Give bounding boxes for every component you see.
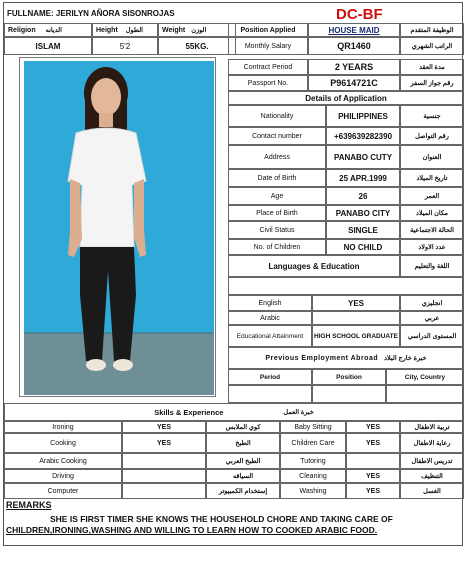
skills-title-row — [4, 403, 464, 421]
religion-header — [4, 23, 92, 37]
age-label: Age — [228, 187, 326, 205]
civil-status-label-ar: الحالة الاجتماعية — [400, 221, 464, 239]
civil-status-value: SINGLE — [326, 221, 400, 239]
skill-computer-value — [122, 483, 206, 499]
skill-ironing-ar: كوي الملابس — [206, 421, 280, 433]
address-label-ar: العنوان — [400, 145, 464, 169]
skill-computer-ar: إستخدام الكمبيوتر — [206, 483, 280, 499]
skill-cooking-label: Cooking — [4, 433, 122, 453]
education-label: Educational Attainment — [228, 325, 312, 347]
skill-arabic-cooking-ar: الطبخ العربي — [206, 453, 280, 469]
skill-tutoring-ar: تدريس الاطفال — [400, 453, 464, 469]
children-label-ar: عدد الاولاد — [400, 239, 464, 255]
english-label-ar: انجليزي — [400, 295, 464, 311]
salary-label: Monthly Salary — [228, 37, 308, 55]
nationality-value: PHILIPPINES — [326, 105, 400, 127]
skill-cleaning-label: Cleaning — [280, 469, 346, 483]
employment-empty-cell — [228, 385, 312, 403]
languages-title: Languages & Education — [228, 255, 400, 277]
remarks-title: REMARKS — [6, 500, 52, 510]
contact-label: Contact number — [228, 127, 326, 145]
skill-tutoring-label: Tutoring — [280, 453, 346, 469]
details-title: Details of Application — [228, 91, 464, 105]
skill-cooking-value: YES — [122, 433, 206, 453]
religion-value: ISLAM — [4, 37, 92, 55]
passport-label-ar: رقم جواز السفر — [400, 75, 464, 91]
arabic-label-ar: عربي — [400, 311, 464, 325]
languages-spacer-row — [228, 277, 464, 295]
nationality-label: Nationality — [228, 105, 326, 127]
contract-value: 2 YEARS — [308, 59, 400, 75]
fullname-row — [4, 3, 236, 23]
remarks-line-2: CHILDREN,IRONING,WASHING AND WILLING TO LEARN HOW TO COOKED ARABIC FOOD. — [6, 525, 378, 535]
skill-arabic-cooking-label: Arabic Cooking — [4, 453, 122, 469]
civil-status-label: Civil Status — [228, 221, 326, 239]
salary-value: QR1460 — [308, 37, 400, 55]
birthplace-label: Place of Birth — [228, 205, 326, 221]
skill-children-care-ar: رعاية الاطفال — [400, 433, 464, 453]
skill-driving-value — [122, 469, 206, 483]
children-value: NO CHILD — [326, 239, 400, 255]
skill-children-care-value: YES — [346, 433, 400, 453]
skills-title: Skills & Experience — [154, 407, 224, 417]
weight-label-ar: الوزن — [191, 27, 207, 34]
remarks-line-1: SHE IS FIRST TIMER SHE KNOWS THE HOUSEHOLD CHORE AND TAKING CARE OF — [50, 514, 393, 524]
employment-col-city: City, Country — [386, 369, 464, 385]
children-label: No. of Children — [228, 239, 326, 255]
skill-arabic-cooking-value — [122, 453, 206, 469]
english-label: English — [228, 295, 312, 311]
position-label-ar: الوظيفة المتقدم — [400, 23, 464, 37]
salary-label-ar: الراتب الشهري — [400, 37, 464, 55]
applicant-photo — [24, 61, 214, 395]
nationality-label-ar: جنسية — [400, 105, 464, 127]
employment-empty-cell — [312, 385, 386, 403]
passport-label: Passport No. — [228, 75, 308, 91]
position-label: Position Applied — [228, 23, 308, 37]
skill-washing-ar: الغسل — [400, 483, 464, 499]
skill-computer-label: Computer — [4, 483, 122, 499]
skill-washing-label: Washing — [280, 483, 346, 499]
skill-children-care-label: Children Care — [280, 433, 346, 453]
height-header — [92, 23, 158, 37]
skill-cleaning-value: YES — [346, 469, 400, 483]
education-value: HIGH SCHOOL GRADUATE — [312, 325, 400, 347]
height-label-ar: الطول — [125, 27, 143, 34]
arabic-label: Arabic — [228, 311, 312, 325]
contact-value: +639639282390 — [326, 127, 400, 145]
skill-driving-ar: السياقه — [206, 469, 280, 483]
contract-label: Contract Period — [228, 59, 308, 75]
weight-label: Weight — [162, 26, 186, 34]
weight-value: 55KG. — [158, 37, 236, 55]
english-value: YES — [312, 295, 400, 311]
skill-ironing-label: Ironing — [4, 421, 122, 433]
arabic-value — [312, 311, 400, 325]
employment-title-row — [228, 347, 464, 369]
skill-baby-sitting-value: YES — [346, 421, 400, 433]
employment-col-position: Position — [312, 369, 386, 385]
education-label-ar: المستوى الدراسي — [400, 325, 464, 347]
religion-label-ar: الديانه — [45, 27, 62, 34]
skill-baby-sitting-ar: تربية الاطفال — [400, 421, 464, 433]
address-label: Address — [228, 145, 326, 169]
dob-value: 25 APR.1999 — [326, 169, 400, 187]
birthplace-label-ar: مكان الميلاد — [400, 205, 464, 221]
skill-cooking-ar: الطبخ — [206, 433, 280, 453]
religion-label: Religion — [8, 26, 36, 34]
languages-title-ar: اللغة والتعليم — [400, 255, 464, 277]
weight-header — [158, 23, 236, 37]
fullname-value: JERILYN AÑORA SISONROJAS — [55, 8, 175, 18]
passport-value: P9614721C — [308, 75, 400, 91]
age-value: 26 — [326, 187, 400, 205]
height-label: Height — [96, 26, 118, 34]
employment-col-period: Period — [228, 369, 312, 385]
skill-washing-value: YES — [346, 483, 400, 499]
employment-empty-cell — [386, 385, 464, 403]
contact-label-ar: رقم التواصل — [400, 127, 464, 145]
employment-title-ar: خبرة خارج البلاد — [384, 355, 427, 362]
dob-label: Date of Birth — [228, 169, 326, 187]
dob-label-ar: تاريخ الميلاد — [400, 169, 464, 187]
skills-title-ar: خبرة العمل — [283, 409, 314, 416]
applicant-code: DC-BF — [336, 6, 383, 23]
contract-label-ar: مدة العقد — [400, 59, 464, 75]
address-value: PANABO CUTY — [326, 145, 400, 169]
position-value: HOUSE MAID — [308, 23, 400, 37]
skill-tutoring-value — [346, 453, 400, 469]
skill-cleaning-ar: التنظيف — [400, 469, 464, 483]
applicant-portrait-illustration — [24, 61, 214, 395]
birthplace-value: PANABO CITY — [326, 205, 400, 221]
age-label-ar: العمر — [400, 187, 464, 205]
skill-driving-label: Driving — [4, 469, 122, 483]
fullname-label: FULLNAME: — [7, 8, 54, 18]
skill-baby-sitting-label: Baby Sitting — [280, 421, 346, 433]
employment-title: Previous Employment Abroad — [265, 354, 379, 362]
skill-ironing-value: YES — [122, 421, 206, 433]
height-value: 5'2 — [92, 37, 158, 55]
